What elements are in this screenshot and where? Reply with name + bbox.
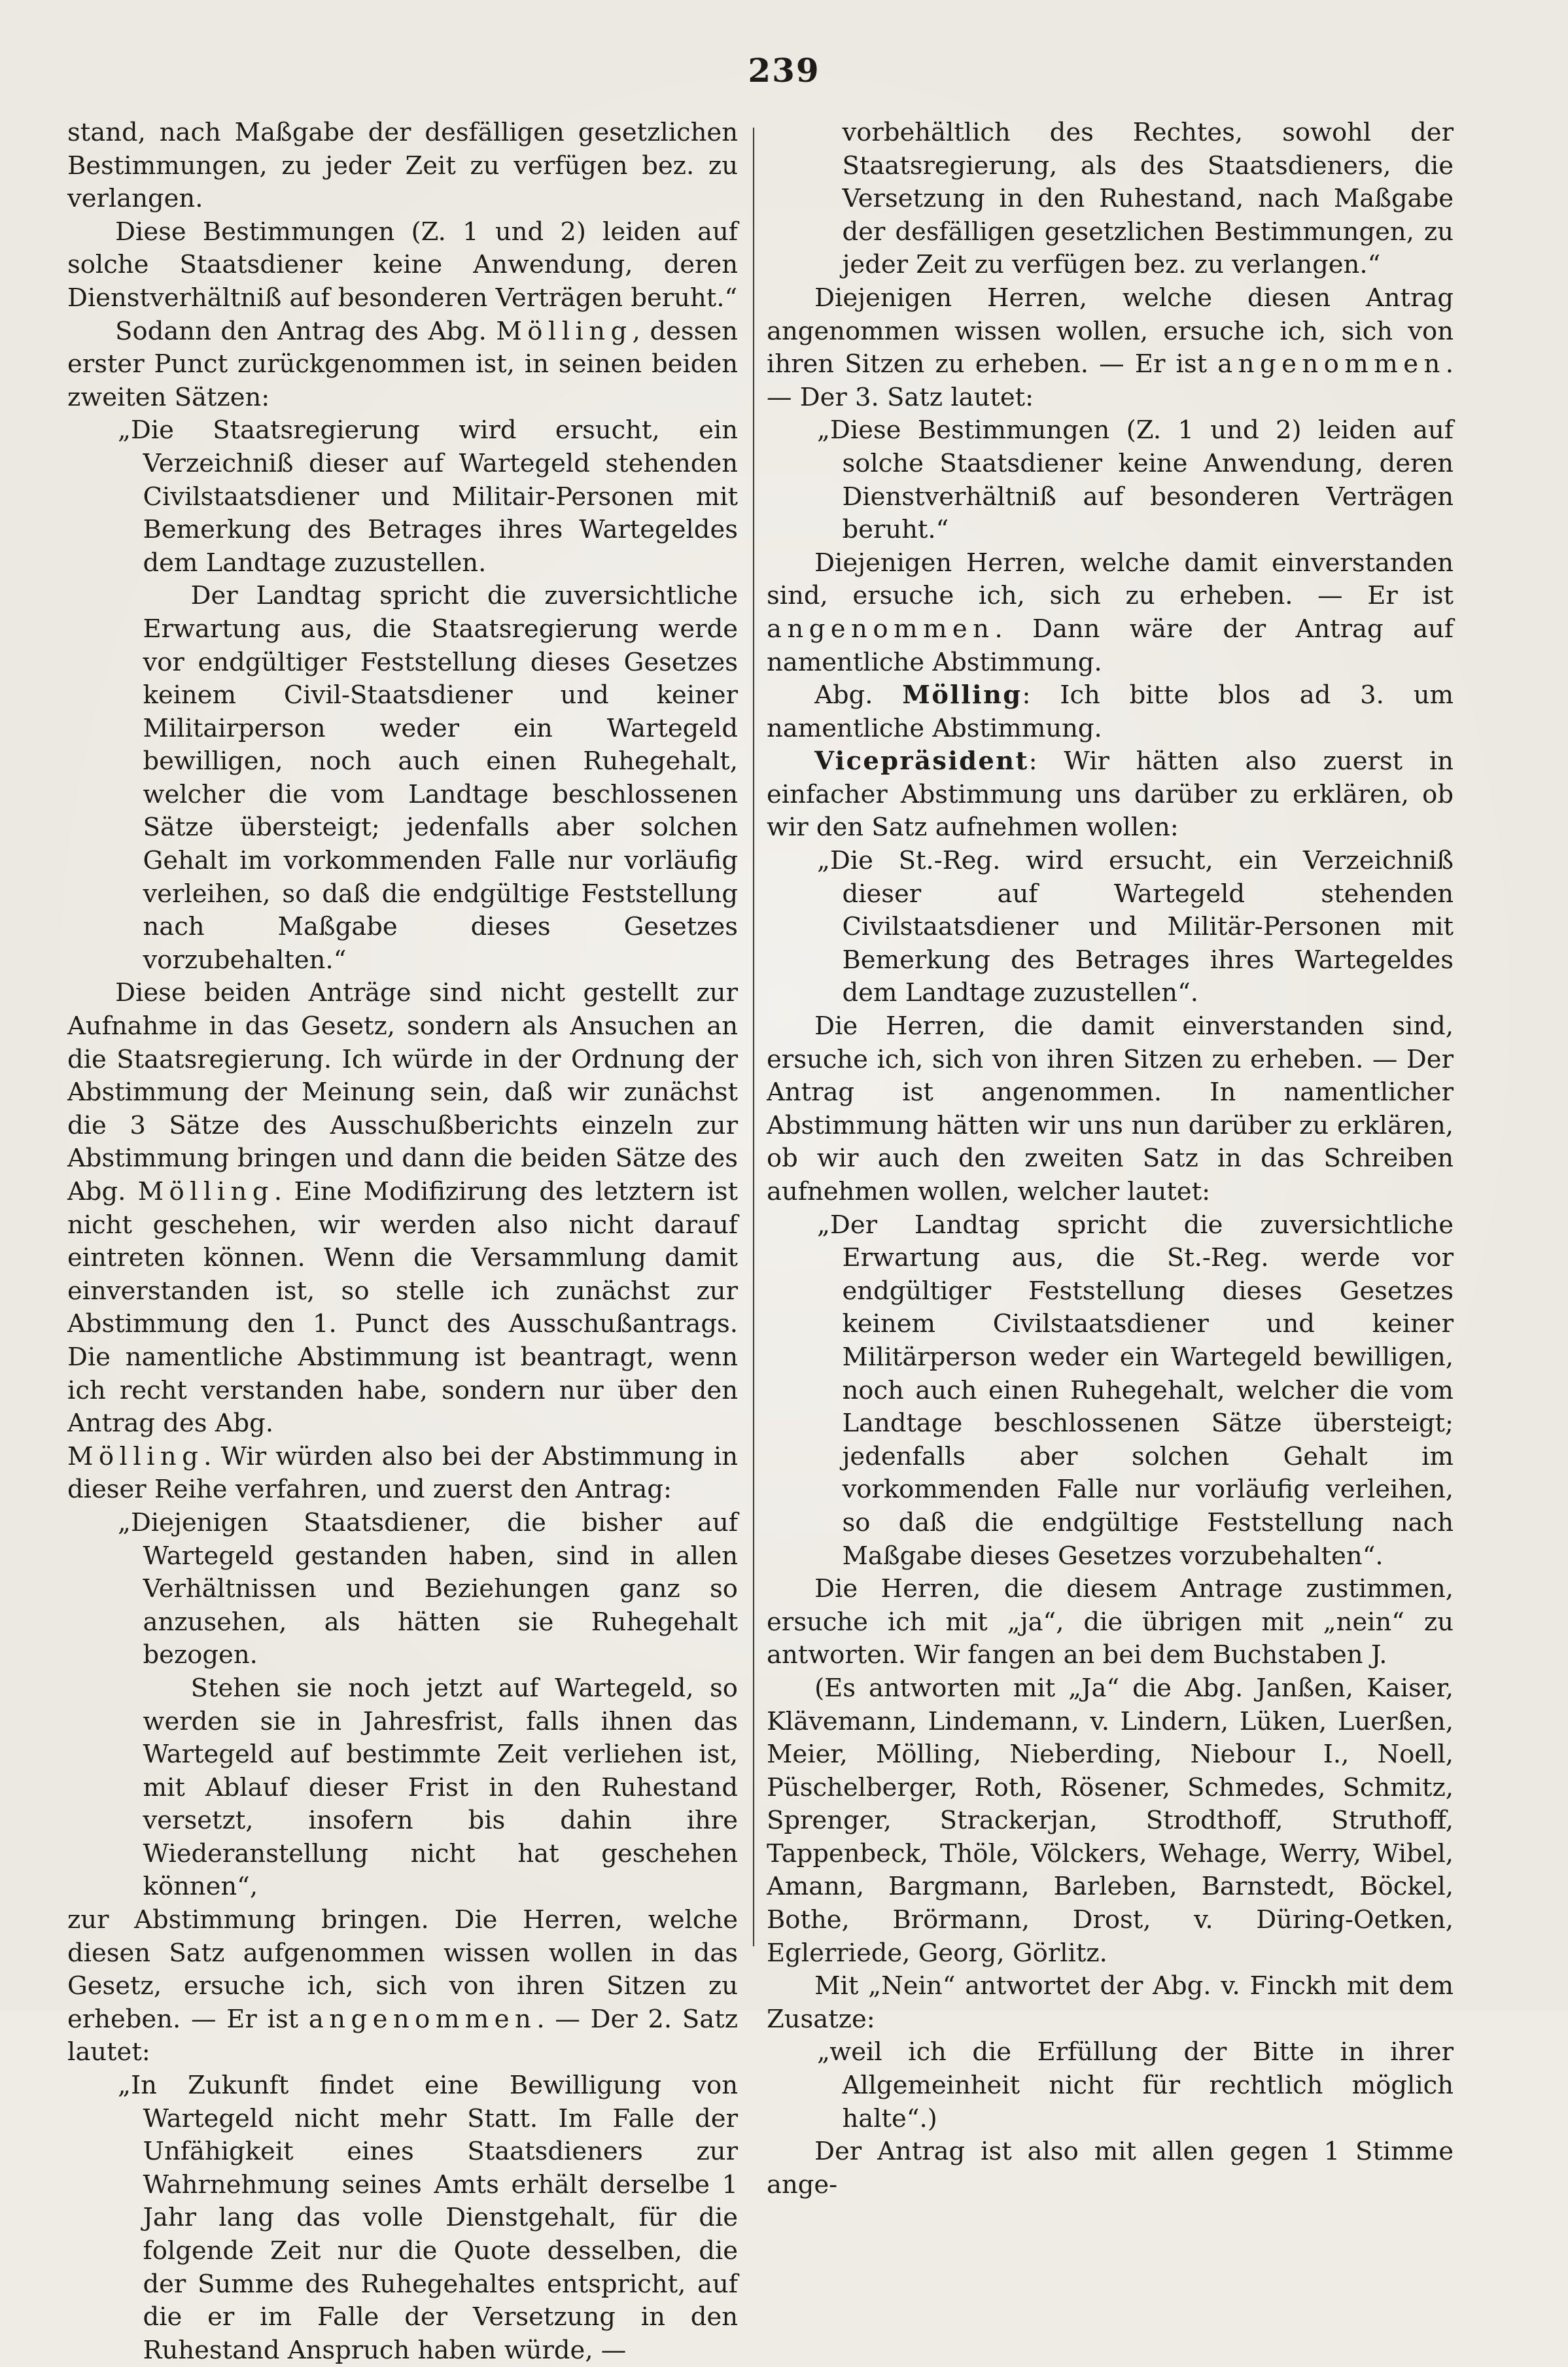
paragraph-text: (Es antworten mit „Ja“ die Abg. Janßen, Kaiser, Klävemann, Lindemann, v. Lindern, Lüken, Luerßen, Meier, Mölling, Nieberding, Niebour I., Noell, Püschelberger, Roth, Rösener, Schmedes, Schmitz, Sprenger, Strackerjan, Strodthoff, Struthoff, Tappenbeck, Thöle, Völckers, Wehage, Werry, Wibel, Amann, Bargmann, Barleben, Barnstedt, Böckel, Bothe, Brörmann, Drost, v. Düring-Oetken, Eglerriede, Georg, Görlitz. [767,1673,1454,1968]
paragraph-text: zur Abstimmung bringen. Die Herren, welche diesen Satz aufgenommen wissen wollen in das Gesetz, ersuche ich, sich von ihren Sitzen zu erheben. — Er ist [67,1905,738,2034]
paragraph-text: Diese beiden Anträge sind nicht gestellt zur Aufnahme in das Gesetz, sondern als Ansuchen an die Staatsregierung. Ich würde in der Ordnung der Abstimmung der Meinung sein, daß wir zunächst die 3 Sätze des Ausschußberichts einzeln zur Abstimmung bringen und dann die beiden Sätze des Abg. [67,978,738,1206]
paragraph-text: . Eine Modifizirung des letztern ist nicht geschehen, wir werden also nicht darauf eintreten können. Wenn die Versammlung damit einverstanden ist, so stelle ich zunächst zur Abstimmung den 1. Punct des Ausschußantrags. Die namentliche Abstimmung ist beantragt, wenn ich recht verstanden habe, sondern nur über den Antrag des Abg. [67,1177,738,1439]
paragraph [67,315,738,415]
paragraph [767,282,1454,414]
spaced-name: Mölling [137,1177,274,1206]
paragraph-text: Der Antrag ist also mit allen gegen 1 Stimme ange- [767,2137,1454,2200]
paragraph [767,745,1454,845]
paragraph [67,1507,738,1672]
paragraph-text: . — Der 3. Satz lautet: [767,349,1454,412]
paragraph-text: „Der Landtag spricht die zuversichtliche Erwartung aus, die St.-Reg. werde vor endgültiger Feststellung dieses Gesetzes keinem Civilstaatsdiener und keiner Militärperson weder ein Wartegeld bewilligen, noch auch einen Ruhegehalt, welcher die vom Landtage beschlossenen Sätze übersteigt; jedenfalls aber solchen Gehalt im vorkommenden Falle nur vorläufig verleihen, so daß die endgültige Feststellung nach Maßgabe dieses Gesetzes vorzubehalten“. [817,1210,1454,1571]
paragraph [767,1573,1454,1672]
paragraph-text: Diejenigen Herren, welche damit einverstanden sind, ersuche ich, sich zu erheben. — Er ist [767,548,1454,611]
paragraph-text: Mit „Nein“ antwortet der Abg. v. Finckh mit dem Zusatze: [767,1971,1454,2034]
speaker-name: Mölling [902,680,1022,710]
paragraph-text: „Diese Bestimmungen (Z. 1 und 2) leiden auf solche Staatsdiener keine Anwendung, deren Dienstverhältniß auf besonderen Verträgen beruht.“ [817,415,1454,545]
spaced-name: Mölling [67,1441,204,1471]
paragraph [67,216,738,315]
paragraph [767,116,1454,282]
paragraph-text: „Die Staatsregierung wird ersucht, ein Verzeichniß dieser auf Wartegeld stehenden Civilstaatsdiener und Militair-Personen mit Bemerkung des Betrages ihres Wartegeldes dem Landtage zuzustellen. [118,415,738,578]
paragraph-text: „In Zukunft findet eine Bewilligung von Wartegeld nicht mehr Statt. Im Falle der Unfähigkeit eines Staatsdieners zur Wahrnehmung seines Amts erhält derselbe 1 Jahr lang das volle Dienstgehalt, für die folgende Zeit nur die Quote desselben, die der Summe des Ruhegehaltes entspricht, auf die er im Falle der Versetzung in den Ruhestand Anspruch haben würde, — [118,2071,738,2365]
paragraph-text: vorbehältlich des Rechtes, sowohl der Staatsregierung, als des Staatsdieners, die Versetzung in den Ruhestand, nach Maßgabe der desfälligen gesetzlichen Bestimmungen, zu jeder Zeit zu verfügen bez. zu verlangen.“ [842,118,1454,280]
paragraph [67,2069,738,2367]
paragraph [67,977,738,1440]
paragraph [767,2135,1454,2201]
paragraph-text: Abg. [814,680,903,710]
paragraph [767,2036,1454,2135]
paragraph [67,580,738,977]
paragraph-text: Die Herren, die diesem Antrage zustimmen, ersuche ich mit „ja“, die übrigen mit „nein“ zu antworten. Wir fangen an bei dem Buchstaben J. [767,1574,1454,1670]
speaker-name: Vicepräsident [814,746,1029,777]
paragraph-text: . — Der 2. Satz lautet: [67,2004,738,2067]
paragraph-text: „Die St.-Reg. wird ersucht, ein Verzeichniß dieser auf Wartegeld stehenden Civilstaatsdiener und Militär-Personen mit Bemerkung des Betrages ihres Wartegeldes dem Landtage zuzustellen“. [817,846,1454,1008]
spaced-name: angenommen [767,614,995,644]
paragraph [767,845,1454,1010]
paragraph [767,1970,1454,2036]
paragraph [767,679,1454,745]
paragraph [67,414,738,580]
paragraph-text: Diese Bestimmungen (Z. 1 und 2) leiden auf solche Staatsdiener keine Anwendung, deren Dienstverhältniß auf besonderen Verträgen beruht.“ [67,217,738,313]
paragraph [67,1441,738,1507]
paragraph [767,414,1454,546]
paragraph [67,1904,738,2069]
paragraph-text: Sodann den Antrag des Abg. [115,316,497,346]
column-divider [753,128,754,1946]
paragraph-text: Der Landtag spricht die zuversichtliche Erwartung aus, die Staatsregierung werde vor endgültiger Feststellung dieses Gesetzes keinem Civil-Staatsdiener und keiner Militairperson weder ein Wartegeld bewilligen, noch auch einen Ruhegehalt, welcher die vom Landtage beschlossenen Sätze übersteigt; jedenfalls aber solchen Gehalt im vorkommenden Falle nur vorläufig verleihen, so daß die endgültige Feststellung nach Maßgabe dieses Gesetzes vorzubehalten.“ [143,581,738,975]
paragraph [67,1672,738,1904]
paragraph-text: : Ich bitte blos ad 3. um namentliche Abstimmung. [767,680,1454,743]
paragraph-text: , dessen erster Punct zurückgenommen ist, in seinen beiden zweiten Sätzen: [67,316,738,412]
paragraph [67,116,738,216]
paragraph-text: . Dann wäre der Antrag auf namentliche Abstimmung. [767,614,1454,677]
right-column [767,116,1454,2201]
page-number: 239 [748,51,820,90]
spaced-name: angenommen [1217,349,1446,379]
paragraph-text: „Diejenigen Staatsdiener, die bisher auf Wartegeld gestanden haben, sind in allen Verhältnissen und Beziehungen ganz so anzusehen, als hätten sie Ruhegehalt bezogen. [118,1507,738,1670]
spaced-name: angenommen [308,2004,537,2034]
paragraph-text: : Wir hätten also zuerst in einfacher Abstimmung uns darüber zu erklären, ob wir den Satz aufnehmen wollen: [767,746,1454,843]
paragraph-text: „weil ich die Erfüllung der Bitte in ihrer Allgemeinheit nicht für rechtlich möglich halte“.) [817,2037,1454,2133]
paragraph-text: Stehen sie noch jetzt auf Wartegeld, so werden sie in Jahresfrist, falls ihnen das Wartegeld auf bestimmte Zeit verliehen ist, mit Ablauf dieser Frist in den Ruhestand versetzt, insofern bis dahin ihre Wiederanstellung nicht hat geschehen können“, [143,1673,738,1902]
paragraph-text: . Wir würden also bei der Abstimmung in dieser Reihe verfahren, und zuerst den Antrag: [67,1441,738,1505]
paragraph [767,547,1454,679]
paragraph-text: stand, nach Maßgabe der desfälligen gesetzlichen Bestimmungen, zu jeder Zeit zu verfügen bez. zu verlangen. [67,118,738,214]
spaced-name: Mölling [496,316,633,346]
paragraph-text: Diejenigen Herren, welche diesen Antrag angenommen wissen wollen, ersuche ich, sich von ihren Sitzen zu erheben. — Er ist [767,283,1454,379]
paragraph [767,1209,1454,1573]
paragraph [767,1672,1454,1970]
left-column [67,116,738,2367]
paragraph [767,1010,1454,1209]
paragraph-text: Die Herren, die damit einverstanden sind, ersuche ich, sich von ihren Sitzen zu erheben. — Der Antrag ist angenommen. In namentlicher Abstimmung hätten wir uns nun darüber zu erklären, ob wir auch den zweiten Satz in das Schreiben aufnehmen wollen, welcher lautet: [767,1011,1454,1206]
